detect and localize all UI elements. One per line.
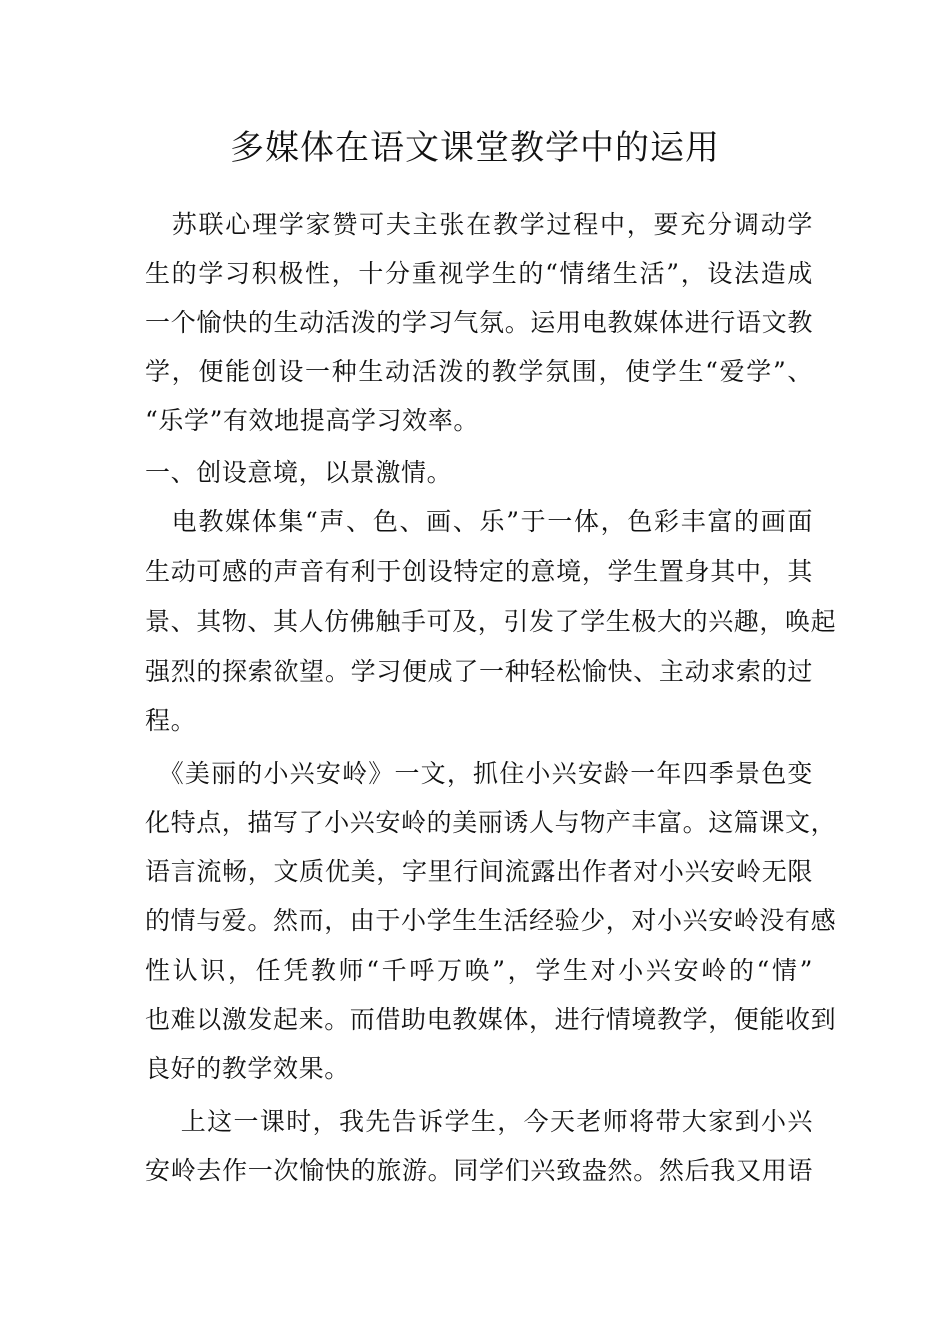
paragraph-line: 一个愉快的生动活泼的学习气氛。运用电教媒体进行语文教 [145, 308, 813, 337]
paragraph-line: 的情与爱。然而，由于小学生生活经验少，对小兴安岭没有感 [145, 906, 837, 935]
paragraph-line: 也难以激发起来。而借助电教媒体，进行情境教学，便能收到 [145, 1005, 837, 1034]
document-title: 多媒体在语文课堂教学中的运用 [230, 128, 720, 168]
paragraph-line: “乐学”有效地提高学习效率。 [145, 406, 479, 435]
paragraph-line: 强烈的探索欲望。学习便成了一种轻松愉快、主动求索的过 [145, 657, 813, 686]
paragraph-line: 学，便能创设一种生动活泼的教学氛围，使学生“爱学”、 [145, 357, 813, 386]
paragraph-line: 《美丽的小兴安岭》一文，抓住小兴安龄一年四季景色变 [145, 759, 813, 788]
paragraph-line: 程。 [145, 706, 197, 735]
paragraph-line: 电教媒体集“声、色、画、乐”于一体，色彩丰富的画面 [145, 507, 813, 536]
paragraph-line: 性认识，任凭教师“千呼万唤”，学生对小兴安岭的“情” [145, 956, 813, 985]
paragraph-line: 良好的教学效果。 [145, 1054, 350, 1083]
paragraph-line: 生动可感的声音有利于创设特定的意境，学生置身其中，其 [145, 557, 813, 586]
paragraph-line: 生的学习积极性，十分重视学生的“情绪生活”，设法造成 [145, 259, 813, 288]
paragraph-line: 化特点，描写了小兴安岭的美丽诱人与物产丰富。这篇课文， [145, 808, 837, 837]
paragraph-line: 安岭去作一次愉快的旅游。同学们兴致盎然。然后我又用语 [145, 1156, 813, 1185]
paragraph-line: 景、其物、其人仿佛触手可及，引发了学生极大的兴趣，唤起 [145, 607, 837, 636]
paragraph-line: 上这一课时，我先告诉学生，今天老师将带大家到小兴 [145, 1107, 813, 1136]
paragraph-line: 苏联心理学家赞可夫主张在教学过程中，要充分调动学 [145, 210, 813, 239]
section-heading: 一、创设意境，以景激情。 [145, 458, 453, 487]
paragraph-line: 语言流畅，文质优美，字里行间流露出作者对小兴安岭无限 [145, 857, 813, 886]
